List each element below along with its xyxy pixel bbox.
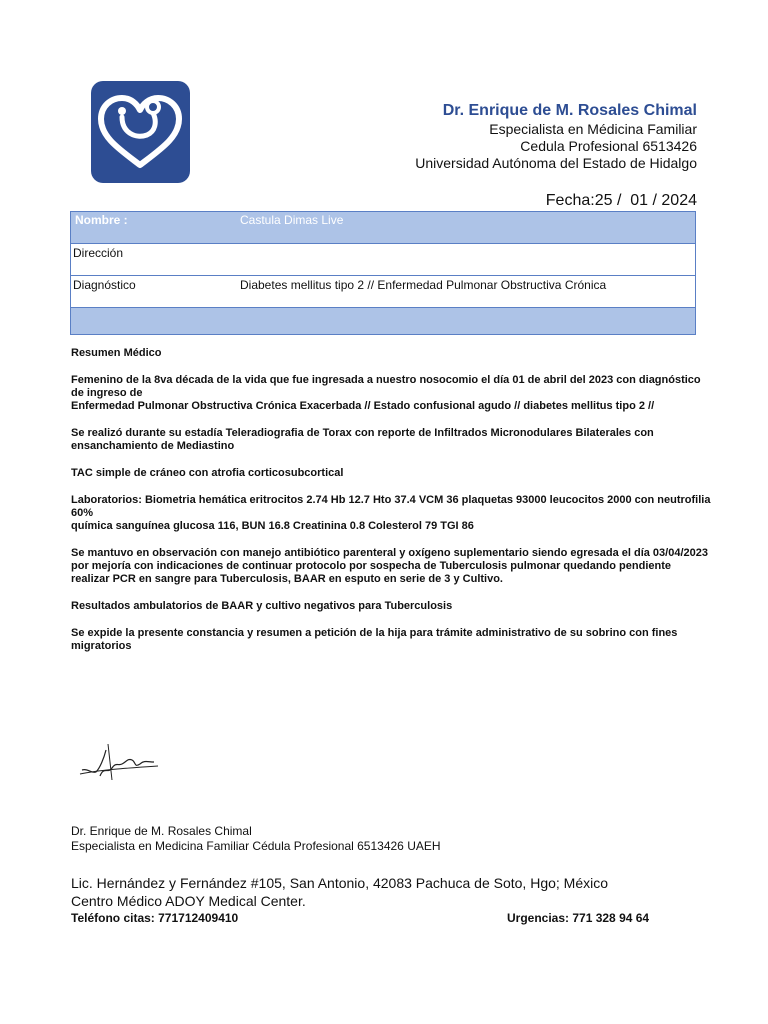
phone-appointments: Teléfono citas: 771712409410: [71, 911, 239, 925]
summary-p1-line1: Femenino de la 8va década de la vida que fue ingresada a nuestro nosocomio el día 01 de abril del 2023 con diagnóstico de ingreso de: [71, 374, 701, 399]
summary-p4-line2: química sanguínea glucosa 116, BUN 16.8 Creatinina 0.8 Colesterol 79 TGI 86: [71, 520, 474, 532]
summary-paragraph-7: Se expide la presente constancia y resumen a petición de la hija para trámite administrativo de su sobrino con fines migratorios: [71, 627, 678, 652]
patient-info-table: [70, 211, 696, 335]
doctor-specialty: Especialista en Médicina Familiar: [489, 121, 697, 137]
signer-title: Especialista en Medicina Familiar Cédula Profesional 6513426 UAEH: [71, 839, 441, 853]
row-diagnostico: [71, 275, 695, 307]
document-date: Fecha:25 / 01 / 2024: [545, 192, 697, 209]
summary-p4-line1: Laboratorios: Biometria hemática eritrocitos 2.74 Hb 12.7 Hto 37.4 VCM 36 plaquetas 93000 leucocitos 2000 con neutrofilia 60%: [71, 494, 711, 519]
row-empty: [71, 307, 695, 334]
row-nombre: [71, 212, 695, 243]
address-line: Lic. Hernández y Fernández #105, San Antonio, 42083 Pachuca de Soto, Hgo; México: [71, 875, 609, 891]
doctor-university: Universidad Autónoma del Estado de Hidalgo: [415, 155, 697, 171]
doctor-license: Cedula Profesional 6513426: [520, 138, 697, 154]
medical-center: Centro Médico ADOY Medical Center.: [71, 893, 306, 909]
diagnostico-label: Diagnóstico: [73, 278, 136, 292]
signer-name: Dr. Enrique de M. Rosales Chimal: [71, 824, 252, 838]
heart-stethoscope-icon: [91, 81, 190, 183]
nombre-value: Castula Dimas Live: [240, 213, 344, 227]
summary-paragraph-2: Se realizó durante su estadía Teleradiografia de Torax con reporte de Infiltrados Micronodulares Bilaterales con ensanchamiento de Mediastino: [71, 427, 654, 452]
direccion-label: Dirección: [73, 246, 124, 260]
diagnostico-value: Diabetes mellitus tipo 2 // Enfermedad Pulmonar Obstructiva Crónica: [240, 278, 607, 292]
phone-emergencies: Urgencias: 771 328 94 64: [507, 911, 650, 925]
summary-p1-line2: Enfermedad Pulmonar Obstructiva Crónica Exacerbada // Estado confusional agudo // diabetes mellitus tipo 2 //: [71, 400, 655, 412]
doctor-name: Dr. Enrique de M. Rosales Chimal: [442, 102, 697, 119]
summary-paragraph-4: [71, 494, 711, 533]
summary-paragraph-6: Resultados ambulatorios de BAAR y cultivo negativos para Tuberculosis: [71, 600, 453, 612]
signature-block: [71, 824, 441, 854]
row-direccion: [71, 243, 695, 275]
handwritten-signature: [78, 740, 162, 786]
summary-paragraph-3: TAC simple de cráneo con atrofia corticosubcortical: [71, 467, 344, 479]
medical-summary: [71, 347, 711, 667]
nombre-label: Nombre :: [75, 213, 128, 227]
summary-paragraph-5: Se mantuvo en observación con manejo antibiótico parenteral y oxígeno suplementario siendo egresada el día 03/04/2023 por mejoría con indicaciones de continuar protocolo por sospecha de Tuberculosis pulmonar quedando pendiente realizar PCR en sangre para Tuberculosis, BAAR en esputo en serie de 3 y Cultivo.: [71, 547, 708, 585]
clinic-logo: [91, 81, 190, 183]
summary-paragraph-1: [71, 374, 711, 413]
footer-address: [71, 874, 608, 910]
summary-title: Resumen Médico: [71, 347, 162, 359]
doctor-header: [415, 101, 697, 172]
